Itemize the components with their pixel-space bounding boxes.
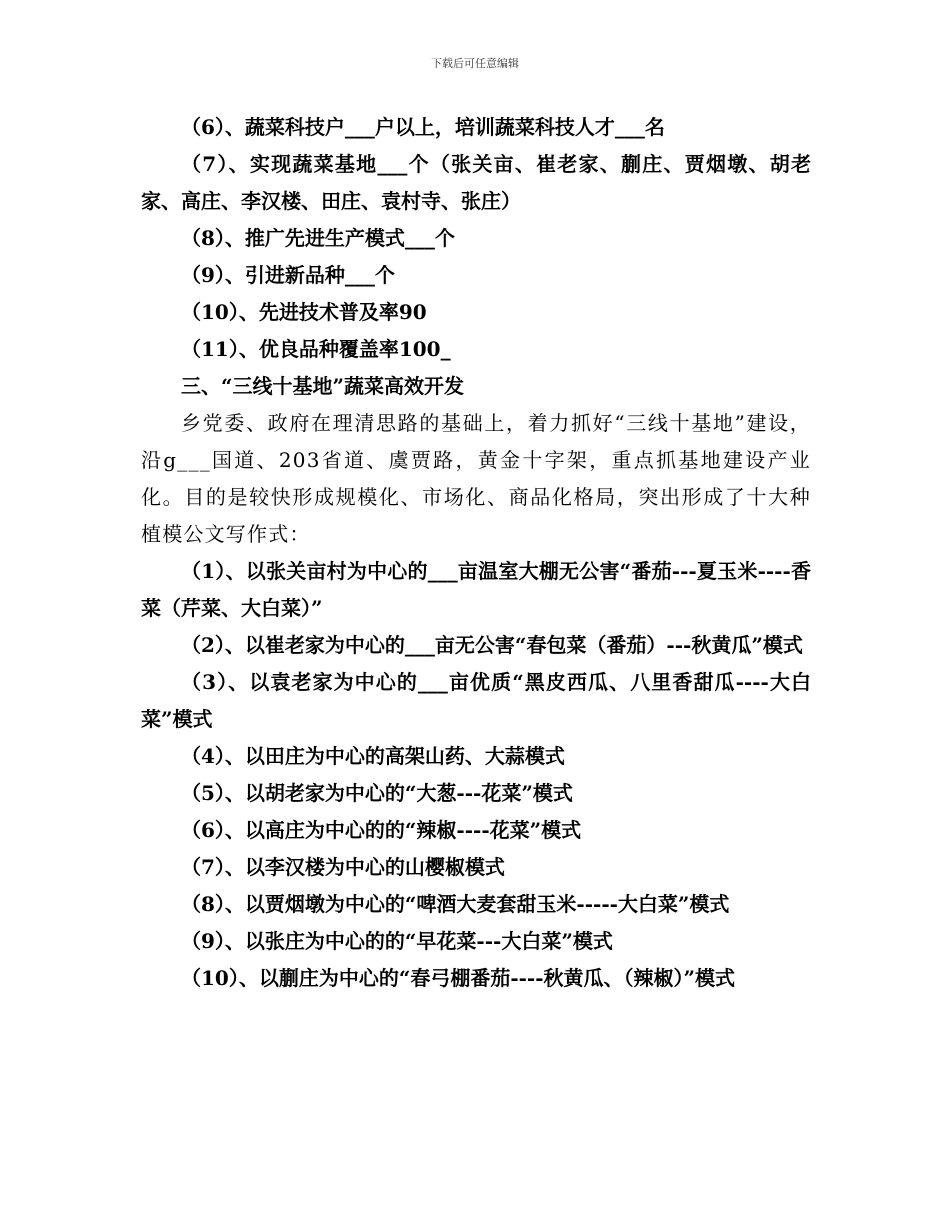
list-item: （3）、以袁老家为中心的___亩优质“黑皮西瓜、八里香甜瓜----大白菜”模式: [141, 670, 811, 731]
page-header: 下载后可任意编辑: [431, 57, 519, 70]
body-paragraph: 乡党委、政府在理清思路的基础上，着力抓好“三线十基地”建设，沿g___国道、203省道、虞贾路，黄金十字架，重点抓基地建设产业化。目的是较快形成规模化、市场化、商品化格局，突出形成了十大种植模公文写作式：: [141, 411, 811, 546]
list-item: （9）、引进新品种___个: [181, 263, 395, 287]
list-item: （10）、以蒯庄为中心的“春弓棚番茄----秋黄瓜、（辣椒）”模式: [181, 966, 736, 990]
list-item: （11）、优良品种覆盖率100_: [181, 337, 451, 361]
list-item: （8）、推广先进生产模式___个: [181, 226, 455, 250]
list-item: （6）、蔬菜科技户___户以上，培训蔬菜科技人才___名: [181, 115, 665, 139]
list-item: （7）、以李汉楼为中心的山樱椒模式: [181, 855, 505, 879]
list-item: （10）、先进技术普及率90: [181, 300, 427, 324]
document-body: [141, 109, 811, 997]
section-heading: 三、“三线十基地”蔬菜高效开发: [181, 374, 465, 398]
list-item: （1）、以张关亩村为中心的___亩温室大棚无公害“番茄---夏玉米----香菜（芹菜、大白菜）”: [141, 559, 811, 620]
list-item: （9）、以张庄为中心的的“早花菜---大白菜”模式: [181, 929, 613, 953]
list-item: （7）、实现蔬菜基地___个（张关亩、崔老家、蒯庄、贾烟墩、胡老家、高庄、李汉楼、田庄、袁村寺、张庄）: [141, 152, 811, 213]
list-item: （4）、以田庄为中心的高架山药、大蒜模式: [181, 744, 565, 768]
list-item: （5）、以胡老家为中心的“大葱---花菜”模式: [181, 781, 573, 805]
list-item: （2）、以崔老家为中心的___亩无公害“春包菜（番茄）---秋黄瓜”模式: [181, 633, 803, 657]
list-item: （6）、以高庄为中心的的“辣椒----花菜”模式: [181, 818, 582, 842]
list-item: （8）、以贾烟墩为中心的“啤酒大麦套甜玉米-----大白菜”模式: [181, 892, 730, 916]
